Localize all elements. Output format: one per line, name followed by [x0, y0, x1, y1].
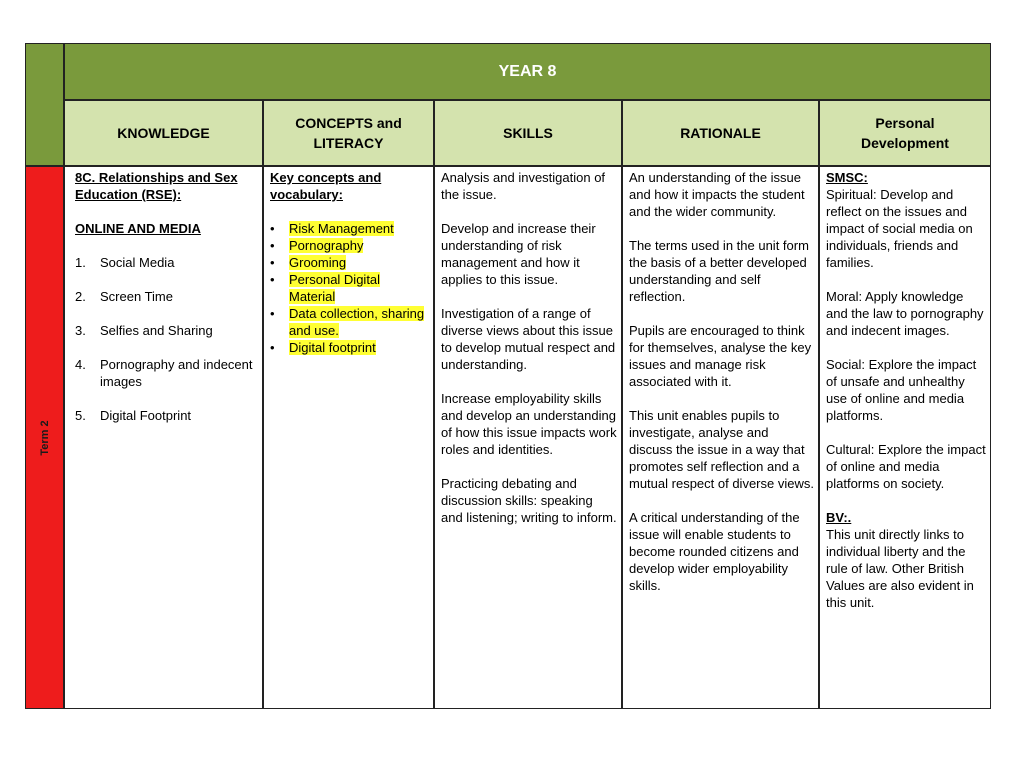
header-personal-line2: Development: [861, 135, 949, 151]
term-label: Term 2: [38, 419, 51, 456]
header-concepts: [263, 100, 434, 166]
rationale-paragraph: A critical understanding of the issue will enable students to become rounded citizens and develop wider employability skills.: [629, 510, 800, 593]
header-skills: [434, 100, 622, 166]
list-item: • Grooming: [270, 255, 347, 270]
list-item: • Personal Digital Material: [270, 272, 381, 304]
bv-title: BV:.: [826, 510, 852, 525]
list-item: 5. Digital Footprint: [75, 408, 192, 423]
header-personal: [819, 100, 991, 166]
header-personal-line1: Personal: [875, 115, 935, 131]
term-cell: [25, 166, 64, 709]
skills-paragraph: Analysis and investigation of the issue.: [441, 170, 606, 202]
list-item: 2. Screen Time: [75, 289, 173, 304]
header-knowledge: [64, 100, 263, 166]
skills-paragraph: Practicing debating and discussion skills: speaking and listening; writing to inform.: [441, 476, 617, 525]
curriculum-table: [25, 43, 991, 709]
skills-paragraph: Increase employability skills and develop an understanding of how this issue impacts work roles and identities.: [441, 391, 617, 457]
rationale-paragraph: An understanding of the issue and how it impacts the student and the wider community.: [629, 170, 805, 219]
smsc-social: Social: Explore the impact of unsafe and unhealthy use of online and media platforms.: [826, 357, 977, 423]
knowledge-subtitle: ONLINE AND MEDIA: [75, 221, 201, 236]
smsc-cultural: Cultural: Explore the impact of online and media platforms on society.: [826, 442, 986, 491]
rationale-paragraph: Pupils are encouraged to think for themselves, analyse the key issues and manage risk associated with it.: [629, 323, 812, 389]
header-rationale-label: RATIONALE: [680, 125, 761, 141]
bv-text: This unit directly links to individual liberty and the rule of law. Other British Values are also evident in this unit.: [826, 527, 974, 610]
header-skills-label: SKILLS: [503, 125, 553, 141]
header-concepts-line1: CONCEPTS and: [295, 115, 402, 131]
header-concepts-line2: LITERACY: [313, 135, 384, 151]
skills-paragraph: Investigation of a range of diverse views about this issue to develop mutual respect and understanding.: [441, 306, 616, 372]
list-item: 1. Social Media: [75, 255, 175, 270]
rationale-paragraph: This unit enables pupils to investigate, analyse and discuss the issue in a way that promotes self reflection and a mutual respect of diverse views.: [629, 408, 814, 491]
keyword-list: [270, 220, 429, 356]
knowledge-cell: [64, 166, 263, 709]
concepts-title: Key concepts and vocabulary:: [270, 170, 382, 202]
personal-cell: [819, 166, 991, 709]
topic-list: [75, 254, 258, 424]
rationale-cell: [622, 166, 819, 709]
list-item: 3. Selfies and Sharing: [75, 323, 213, 338]
knowledge-title: 8C. Relationships and Sex Education (RSE):: [75, 170, 238, 202]
header-rationale: [622, 100, 819, 166]
list-item: • Data collection, sharing and use.: [270, 306, 425, 338]
list-item: • Risk Management: [270, 221, 394, 236]
header-knowledge-label: KNOWLEDGE: [117, 125, 210, 141]
list-item: • Digital footprint: [270, 340, 376, 355]
smsc-spiritual: Spiritual: Develop and reflect on the issues and impact of social media on individuals, friends and families.: [826, 187, 973, 270]
list-item: • Pornography: [270, 238, 364, 253]
rationale-paragraph: The terms used in the unit form the basis of a better developed understanding and self reflection.: [629, 238, 809, 304]
corner-cell: [25, 43, 64, 166]
year-title: YEAR 8: [64, 43, 991, 100]
smsc-title: SMSC:: [826, 170, 868, 185]
concepts-cell: [263, 166, 434, 709]
list-item: 4. Pornography and indecent images: [75, 357, 253, 389]
skills-paragraph: Develop and increase their understanding of risk management and how it applies to this issue.: [441, 221, 596, 287]
smsc-moral: Moral: Apply knowledge and the law to pornography and indecent images.: [826, 289, 984, 338]
skills-cell: [434, 166, 622, 709]
